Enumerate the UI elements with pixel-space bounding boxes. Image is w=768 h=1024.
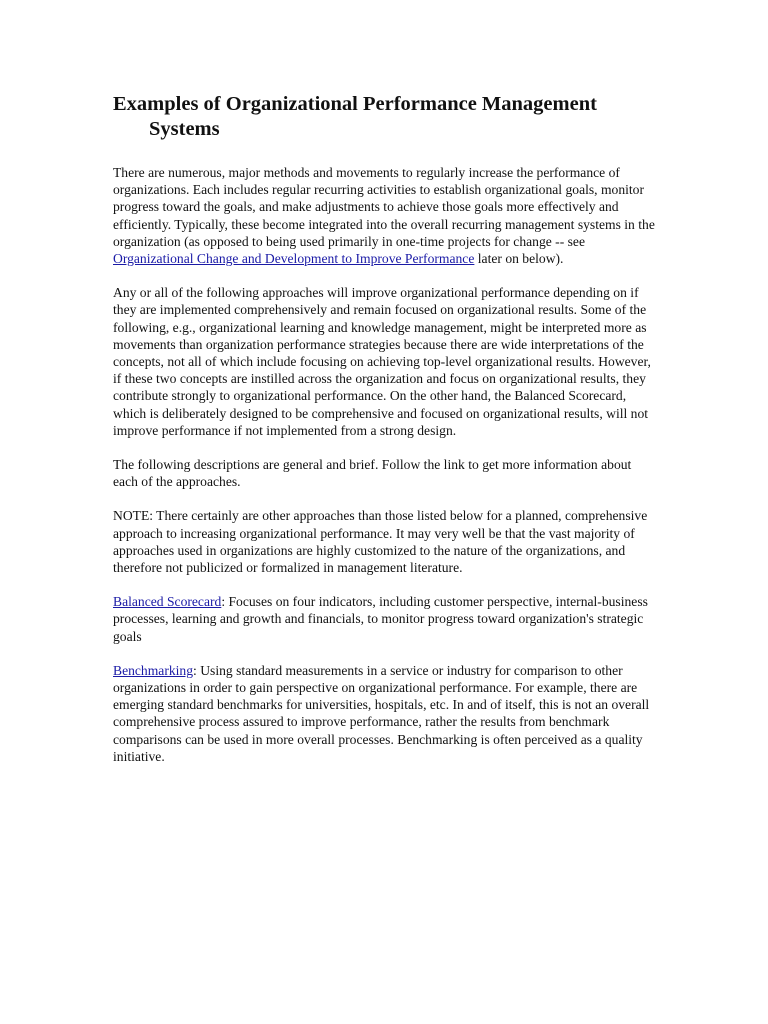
page-title: Examples of Organizational Performance Management Systems: [113, 93, 597, 140]
balanced-scorecard-link[interactable]: Balanced Scorecard: [113, 594, 222, 610]
intro-text-end: later on below).: [474, 251, 564, 267]
balanced-scorecard-text: : Focuses on four indicators, including customer perspective, internal-business processes, learning and growth and financials, to monitor progress toward organization's strategic goals: [113, 594, 648, 644]
intro-text: There are numerous, major methods and movements to regularly increase the performance of organizations. Each includes regular recurring activities to establish organizational goals, monitor progress toward the goals, and make adjustments to achieve those goals more effectively and efficiently. Typically, these become integrated into the overall recurring management systems in the organization (as opposed to being used primarily in one-time projects for change -- see: [113, 165, 655, 249]
balanced-scorecard-paragraph: [113, 593, 658, 645]
org-change-link[interactable]: Organizational Change and Development to Improve Performance: [113, 251, 475, 267]
approaches-paragraph: Any or all of the following approaches will improve organizational performance depending on if they are implemented comprehensively and remain focused on organizational results. Some of the following, e.g., organizational learning and knowledge management, might be interpreted more as movements than organization performance strategies because there are wide interpretations of the concepts, not all of which include focusing on achieving top-level organizational results. However, if these two concepts are instilled across the organization and focus on organizational results, they contribute strongly to organizational performance. On the other hand, the Balanced Scorecard, which is deliberately designed to be comprehensive and focused on organizational results, will not improve performance if not implemented from a strong design.: [113, 285, 651, 438]
benchmarking-link[interactable]: Benchmarking: [113, 662, 194, 678]
intro-paragraph: [113, 164, 658, 267]
document-page: [113, 92, 658, 782]
benchmarking-text: : Using standard measurements in a service or industry for comparison to other organizations in order to gain perspective on organizational performance. For example, there are emerging standard benchmarks for universities, hospitals, etc. In and of itself, this is not an overall comprehensive process assured to improve performance, rather the results from benchmark comparisons can be used in more overall processes. Benchmarking is often perceived as a quality initiative.: [113, 662, 650, 764]
benchmarking-paragraph: [113, 662, 658, 765]
note-paragraph: NOTE: There certainly are other approaches than those listed below for a planned, comprehensive approach to increasing organizational performance. It may very well be that the vast majority of approaches used in organizations are highly customized to the nature of the organizations, and therefore not publicized or formalized in management literature.: [113, 508, 648, 576]
descriptions-paragraph: The following descriptions are general and brief. Follow the link to get more information about each of the approaches.: [113, 457, 632, 490]
